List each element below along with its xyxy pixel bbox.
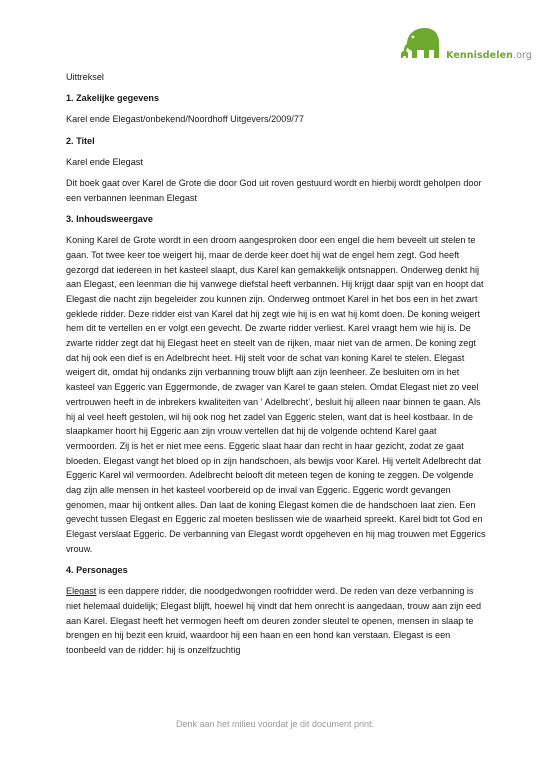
elephant-icon [399, 22, 443, 62]
personages-paragraph [66, 584, 486, 658]
section-heading-zakelijke-gegevens: 1. Zakelijke gegevens [66, 93, 160, 104]
document-label: Uittreksel [66, 72, 104, 82]
zakelijke-gegevens-text: Karel ende Elegast/onbekend/Noordhoff Uitgevers/2009/77 [66, 114, 304, 125]
section-heading-inhoudsweergave: 3. Inhoudsweergave [66, 213, 153, 224]
kennisdelen-logo[interactable] [399, 22, 532, 62]
section-heading-personages: 4. Personages [66, 565, 128, 576]
logo-text-tld: .org [512, 50, 532, 61]
personages-text: is een dappere ridder, die noodgedwongen roofridder werd. De reden van deze verbanning is niet helemaal duidelijk; Elegast blijft, hoewel hij vindt dat hem onrecht is aangedaan, trouw aan zijn eed aan Karel. Elegast heeft het vermogen heeft om deuren zonder sleutel te openen, mensen in slaap te brengen en hij bezit een kruid, waardoor hij een haan en een hond kan verstaan. Elegast is een toonbeeld van de ridder: hij is onzelfzuchtig [66, 586, 482, 656]
logo-text-main: Kennisdelen [446, 50, 513, 61]
logo-wordmark [446, 50, 532, 61]
intro-paragraph: Dit boek gaat over Karel de Grote die door God uit roven gestuurd wordt en hierbij wordt geholpen door een verbannen leenman Elegast [66, 178, 482, 203]
document-body [66, 70, 486, 664]
inhoudsweergave-paragraph: Koning Karel de Grote wordt in een droom aangesproken door een engel die hem beveelt uit stelen te gaan. Tot twee keer toe weigert hij, maar de derde keer doet hij wat de engel hem zegt. God heeft gezorgd dat iedereen in het kasteel slaapt, dus Karel kan gemakkelijk ontsnappen. Onderweg denkt hij aan Elegast, een leenman die hij vanwege diefstal heeft verbannen. Hij krijgt daar spijt van en hoopt dat Elegast die nacht zijn begeleider zou kunnen zijn. Onderweg ontmoet Karel in het bos een in het zwart geklede ridder. Deze ridder eist van Karel dat hij zegt wie hij is en wat hij komt doen. De koning weigert hem dit te vertellen en er volgt een gevecht. De zwarte ridder verliest. Karel vraagt hem wie hij is. De zwarte ridder zegt dat hij Elegast heet en steelt van de rijken, maar niet van de armen. De koning zegt dat hij ook een dief is en Adelbrecht heet. Hij stelt voor de schat van koning Karel te stelen. Elegast weigert dit, omdat hij ondanks zijn verbanning trouw blijft aan zijn leenheer. Ze besluiten om in het kasteel van Eggeric van Eggermonde, de zwager van Karel te gaan stelen. Omdat Elegast niet zo veel vertrouwen heeft in de inbrekers kwaliteiten van ‘ Adelbrecht’, besluit hij alleen naar binnen te gaan. Als hij al veel heeft gestolen, wil hij ook nog het zadel van Eggeric stelen, want dat is heel kostbaar. In de slaapkamer hoort hij Eggeric aan zijn vrouw vertellen dat hij de volgende ochtend Karel gaat vermoorden. Zij is het er niet mee eens. Eggeric slaat haar dan recht in haar gezicht, zodat ze gaat bloeden. Elegast vangt het bloed op in zijn handschoen, als bewijs voor Karel. Hij vertelt Adelbrecht dat Eggeric Karel wil vermoorden. Adelbrecht belooft dit meteen tegen de koning te zeggen. De volgende dag zijn alle mensen in het kasteel voorbereid op de inval van Eggeric. Eggeric wordt gevangen genomen, maar hij ontkent alles. Dan laat de koning Elegast komen die de handschoen laat zien. Een gevecht tussen Elegast en Eggeric zal moeten beslissen wie de waarheid spreekt. Karel bidt tot God en Elegast verslaat Eggeric. De verbanning van Elegast wordt opgeheven en hij mag trouwen met Eggerics vrouw. [66, 235, 486, 554]
character-name-elegast: Elegast [66, 586, 97, 597]
section-heading-titel: 2. Titel [66, 135, 95, 146]
footer-note: Denk aan het milieu voordat je dit document print. [175, 719, 375, 729]
titel-text: Karel ende Elegast [66, 156, 143, 167]
